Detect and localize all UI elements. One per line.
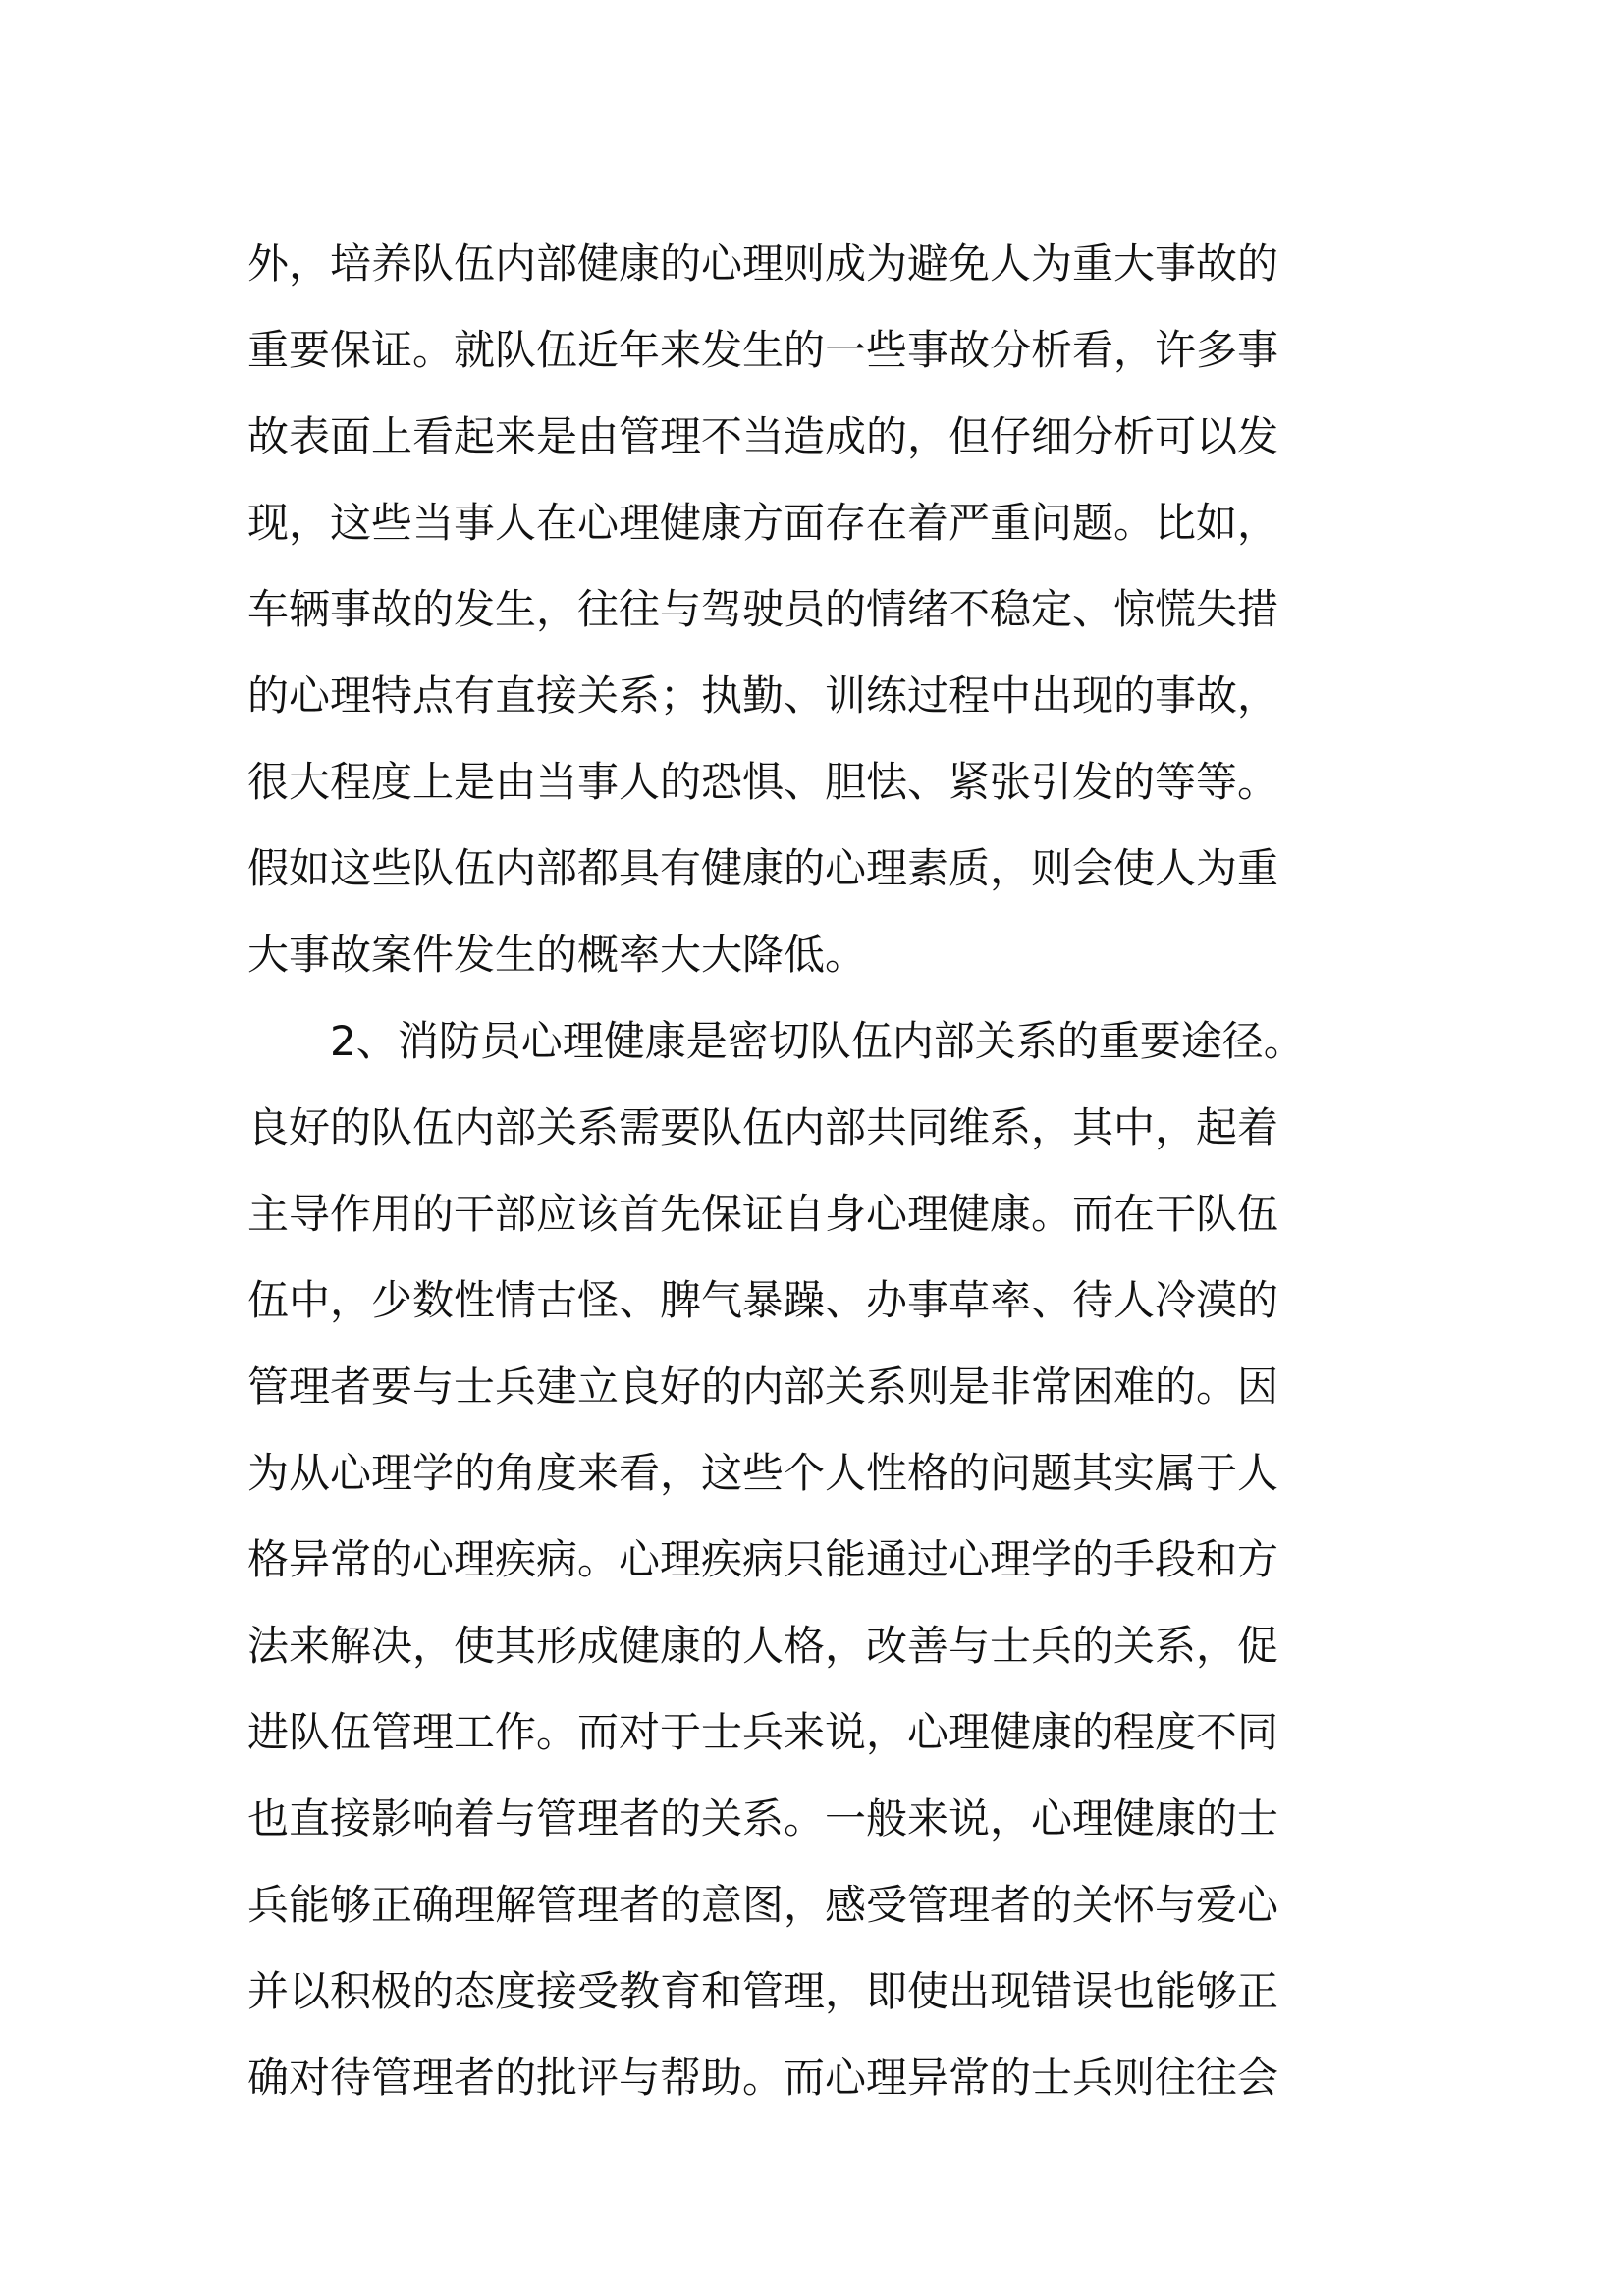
text-line: 伍中，少数性情古怪、脾气暴躁、办事草率、待人冷漠的 <box>247 1276 1279 1324</box>
text-line: 现，这些当事人在心理健康方面存在着严重问题。比如， <box>247 499 1279 547</box>
text-line: 管理者要与士兵建立良好的内部关系则是非常困难的。因 <box>247 1362 1279 1411</box>
text-line: 兵能够正确理解管理者的意图，感受管理者的关怀与爱心 <box>247 1881 1279 1929</box>
text-line: 车辆事故的发生，往往与驾驶员的情绪不稳定、惊慌失措 <box>247 585 1279 633</box>
text-line: 进队伍管理工作。而对于士兵来说，心理健康的程度不同 <box>247 1708 1279 1756</box>
text-line: 外，培养队伍内部健康的心理则成为避免人为重大事故的 <box>247 240 1279 288</box>
text-line: 大事故案件发生的概率大大降低。 <box>247 931 867 979</box>
text-line: 的心理特点有直接关系；执勤、训练过程中出现的事故， <box>247 671 1279 720</box>
text-line: 法来解决，使其形成健康的人格，改善与士兵的关系，促 <box>247 1622 1279 1670</box>
text-line: 故表面上看起来是由管理不当造成的，但仔细分析可以发 <box>247 412 1279 460</box>
text-line: 重要保证。就队伍近年来发生的一些事故分析看，许多事 <box>247 326 1279 374</box>
text-line: 确对待管理者的批评与帮助。而心理异常的士兵则往往会 <box>247 2054 1279 2102</box>
text-line: 并以积极的态度接受教育和管理，即使出现错误也能够正 <box>247 1967 1279 2015</box>
text-line: 为从心理学的角度来看，这些个人性格的问题其实属于人 <box>247 1449 1279 1497</box>
text-line: 良好的队伍内部关系需要队伍内部共同维系，其中，起着 <box>247 1103 1279 1151</box>
text-line: 格异常的心理疾病。心理疾病只能通过心理学的手段和方 <box>247 1535 1279 1583</box>
section-heading-line: 2、消防员心理健康是密切队伍内部关系的重要途径。 <box>330 1017 1305 1065</box>
text-line: 也直接影响着与管理者的关系。一般来说，心理健康的士 <box>247 1794 1279 1842</box>
text-line: 很大程度上是由当事人的恐惧、胆怯、紧张引发的等等。 <box>247 758 1279 806</box>
text-line: 主导作用的干部应该首先保证自身心理健康。而在干队伍 <box>247 1190 1279 1238</box>
text-line: 假如这些队伍内部都具有健康的心理素质，则会使人为重 <box>247 844 1279 892</box>
body-text <box>247 221 1386 2121</box>
